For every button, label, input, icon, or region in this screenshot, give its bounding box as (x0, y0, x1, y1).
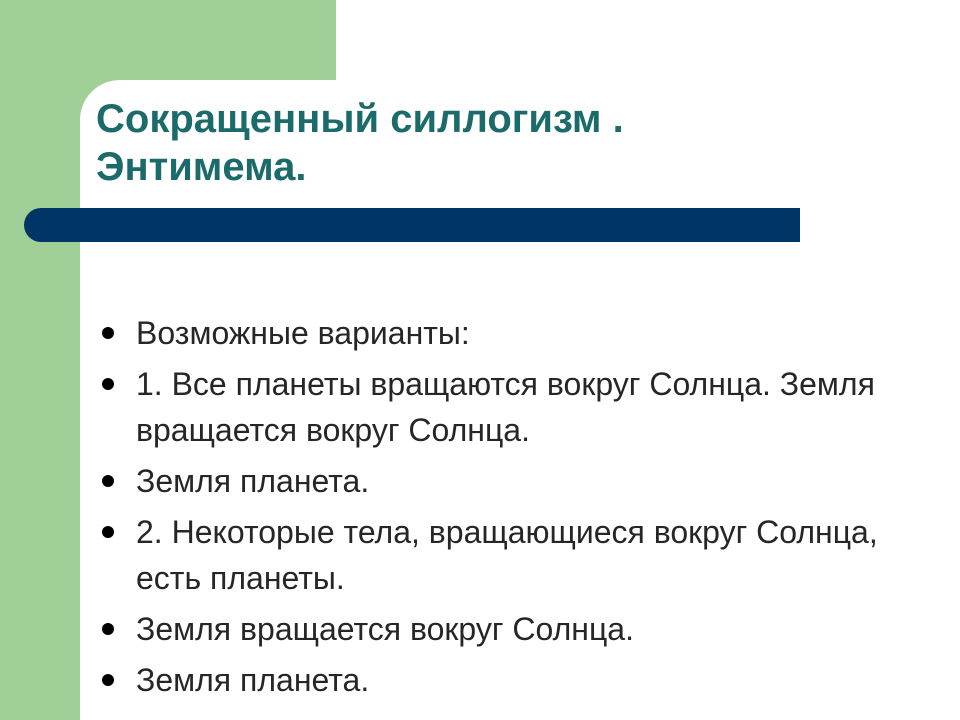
bullet-text: 2. Некоторые тела, вращающиеся вокруг Солнца, есть планеты. (136, 514, 878, 596)
bullet-dot-icon (102, 475, 114, 487)
bullet-text: 1. Все планеты вращаются вокруг Солнца. Земля вращается вокруг Солнца. (136, 366, 875, 448)
bullet-list (100, 310, 900, 708)
bullet-dot-icon (102, 623, 114, 635)
bullet-item (100, 458, 900, 504)
title-line-2: Энтимема. (96, 145, 307, 189)
bullet-item (100, 361, 900, 453)
bullet-dot-icon (102, 526, 114, 538)
slide-title (96, 95, 876, 191)
bullet-item (100, 509, 900, 601)
bullet-text: Земля планета. (136, 463, 370, 499)
bullet-dot-icon (102, 674, 114, 686)
bullet-text: Возможные варианты: (136, 315, 470, 351)
bullet-dot-icon (102, 327, 114, 339)
bullet-item (100, 310, 900, 356)
bullet-text: Земля планета. (136, 662, 370, 698)
title-line-1: Сокращенный силлогизм . (96, 97, 624, 141)
bullet-item (100, 606, 900, 652)
title-underline-bar (24, 208, 800, 242)
bullet-item (100, 657, 900, 703)
bullet-dot-icon (102, 378, 114, 390)
bullet-text: Земля вращается вокруг Солнца. (136, 611, 634, 647)
